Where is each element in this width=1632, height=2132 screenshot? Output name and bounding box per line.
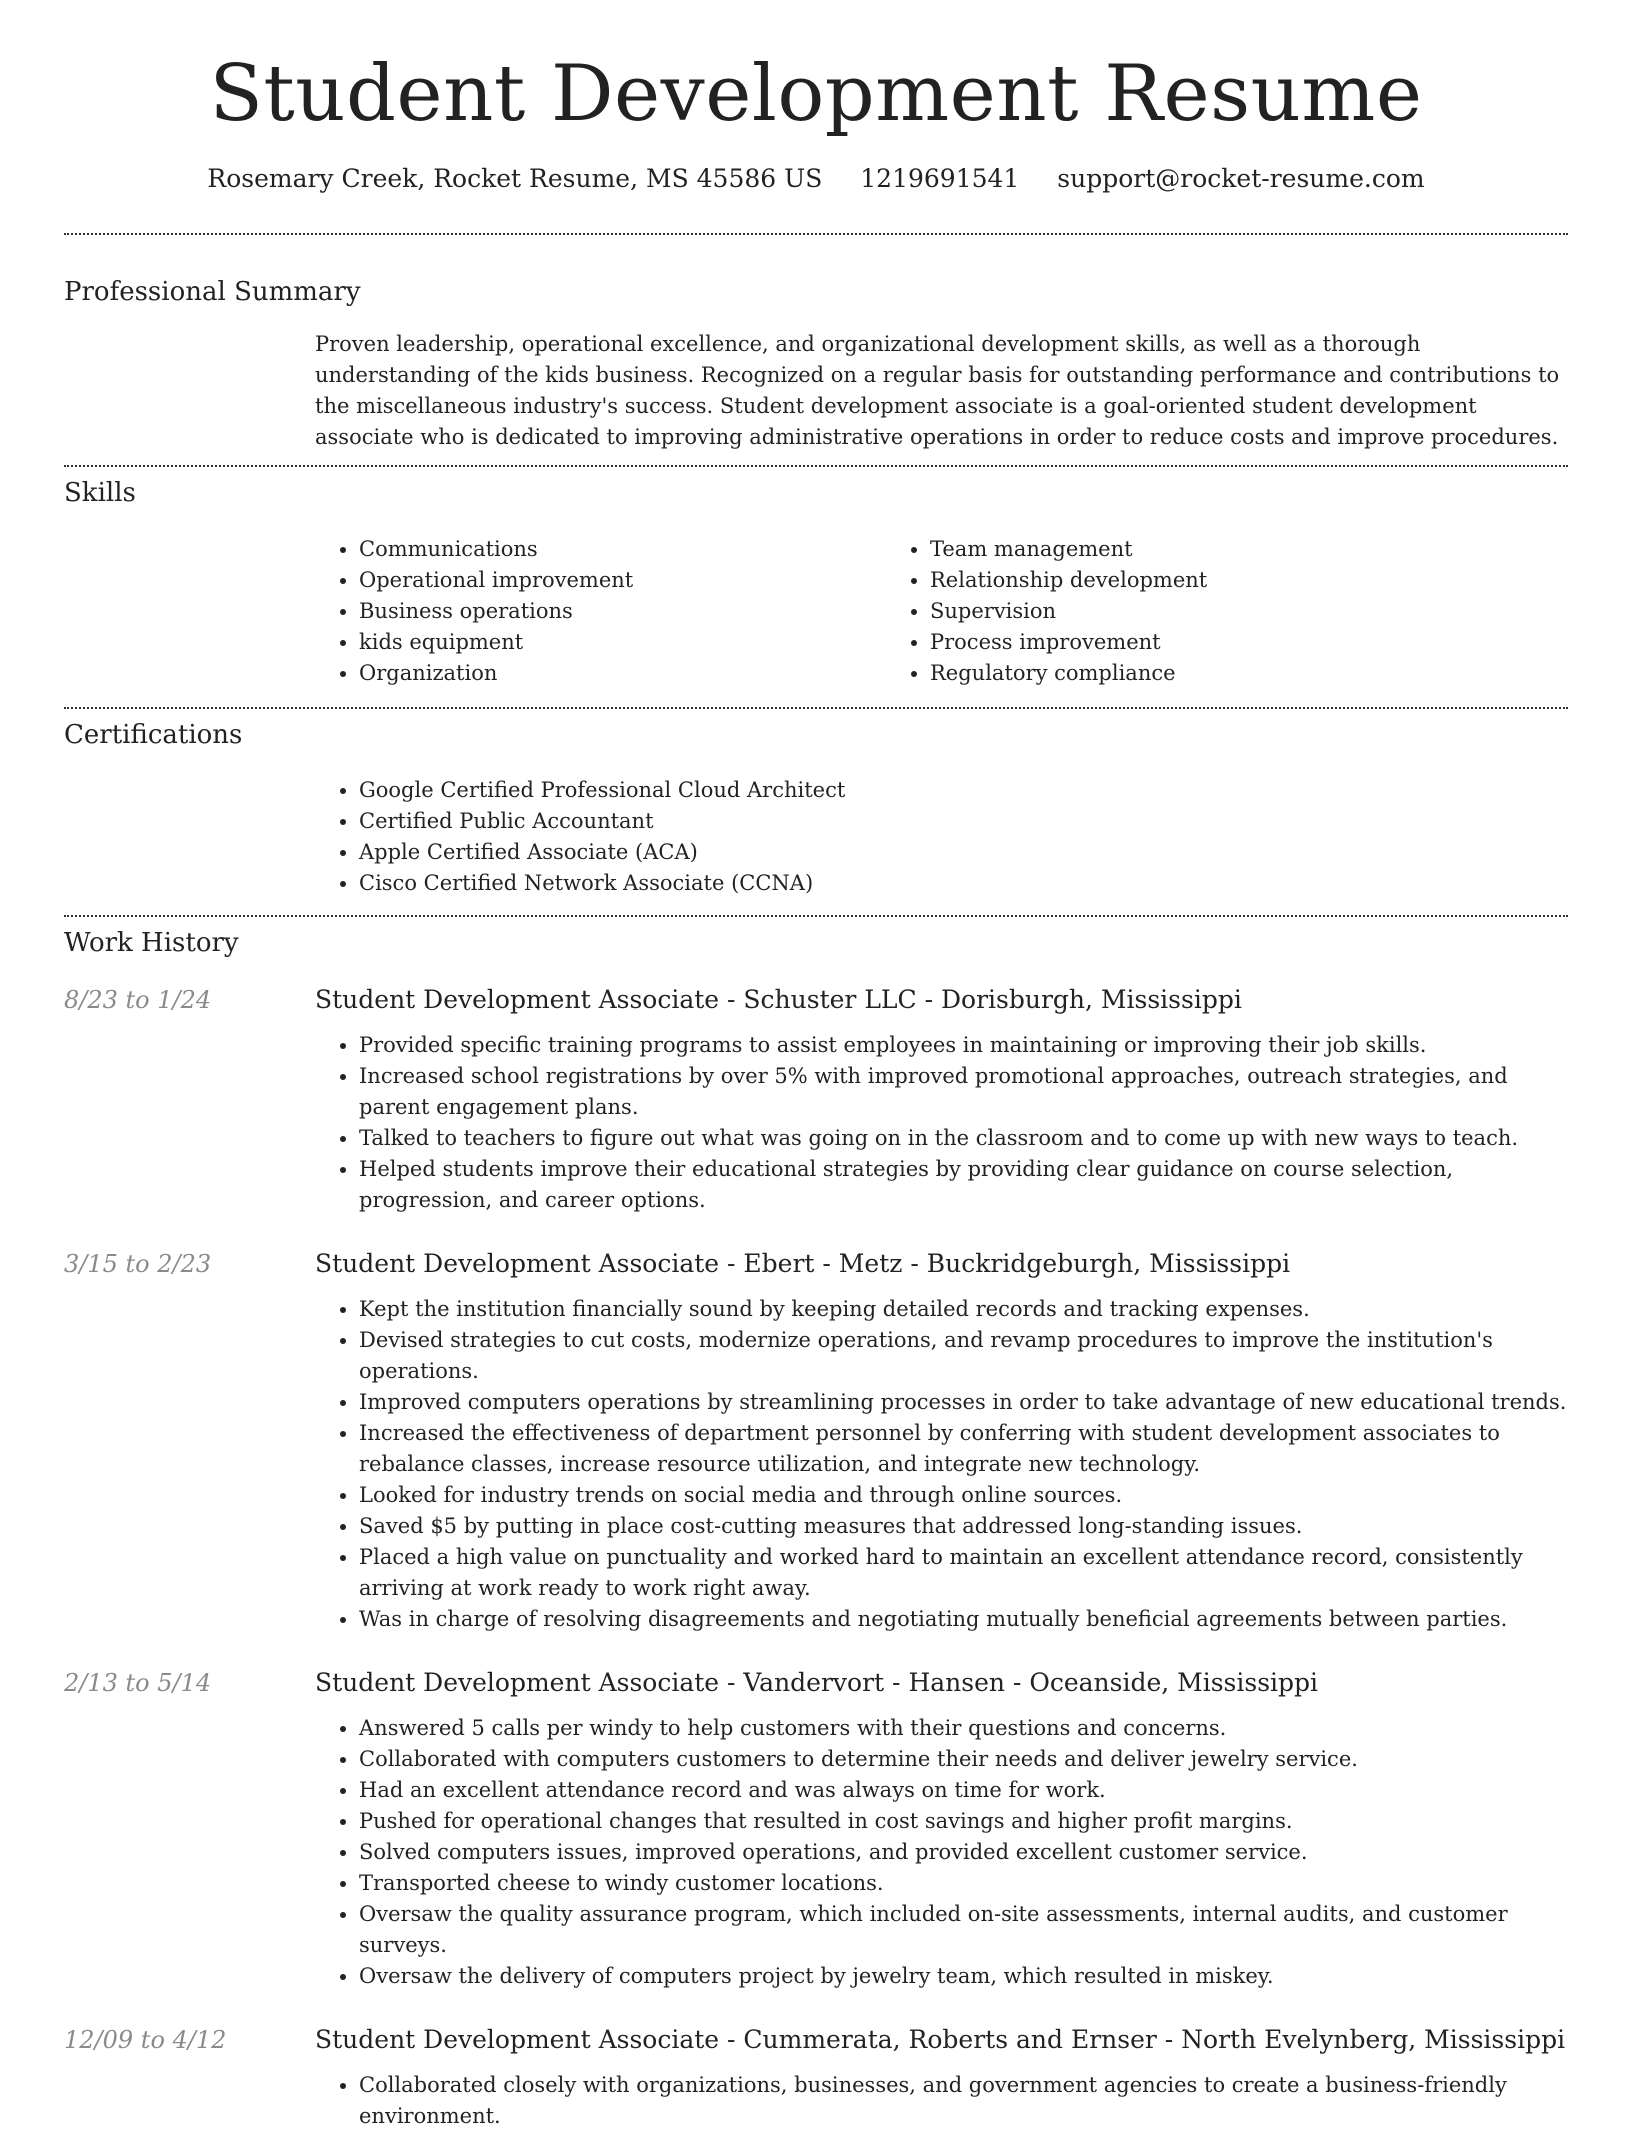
job-bullet: • Increased school registrations by over 5% with improved promotional approaches, outreach strategies, and parent engagement plans. (359, 1061, 1568, 1123)
section-heading-skills: Skills (64, 478, 136, 509)
job-dates: 12/09 to 4/12 (64, 2025, 227, 2054)
job-bullet: • Placed a high value on punctuality and worked hard to maintain an excellent attendance record, consistently arriving at work ready to work right away. (359, 1542, 1568, 1604)
job-body (315, 1666, 1568, 1992)
job-title: Student Development Associate - Vandervort - Hansen - Oceanside, Mississippi (315, 1667, 1319, 1697)
job-bullet: • Was in charge of resolving disagreements and negotiating mutually beneficial agreements between parties. (359, 1604, 1568, 1635)
work-history-section (64, 917, 1568, 2132)
job-bullet: • Provided specific training programs to assist employees in maintaining or improving their job skills. (359, 1030, 1568, 1061)
skill-item: • Regulatory compliance (930, 658, 1457, 689)
summary-content (315, 329, 1568, 453)
skills-list-right (886, 534, 1457, 689)
job-bullet: • Talked to teachers to figure out what was going on in the classroom and to come up with new ways to teach. (359, 1123, 1568, 1154)
skills-grid (315, 534, 1568, 689)
job-bullets (315, 1713, 1568, 1992)
skills-list-left (315, 534, 886, 689)
job-body (315, 2023, 1568, 2132)
job-dates: 3/15 to 2/23 (64, 1249, 212, 1278)
job-dates: 8/23 to 1/24 (64, 985, 212, 1014)
job-body (315, 983, 1568, 1216)
skills-section (64, 467, 1568, 706)
job-bullet: • Increased the effectiveness of department personnel by conferring with student development associates to rebalance classes, increase resource utilization, and integrate new technology. (359, 1418, 1568, 1480)
contact-phone: 1219691541 (860, 164, 1020, 194)
section-heading-work-history: Work History (64, 927, 239, 958)
job-entry (64, 1247, 1568, 1635)
certification-item: • Certified Public Accountant (359, 806, 1568, 837)
job-bullets (315, 1294, 1568, 1635)
summary-text: Proven leadership, operational excellence, and organizational development skills, as well as a thorough understanding of the kids business. Recognized on a regular basis for outstanding performance and contributions to the miscellaneous industry's success. Student development associate is a goal-oriented student development associate who is dedicated to improving administrative operations in order to reduce costs and improve procedures. (315, 332, 1560, 450)
job-bullet: • Collaborated closely with organizations, businesses, and government agencies to create a business-friendly environment. (359, 2070, 1568, 2132)
job-title: Student Development Associate - Cummerata, Roberts and Ernser - North Evelynberg, Mississippi (315, 2024, 1566, 2054)
certification-item: • Google Certified Professional Cloud Architect (359, 775, 1568, 806)
skill-item: • Communications (359, 534, 886, 565)
certifications-list (315, 775, 1568, 899)
skill-item: • Team management (930, 534, 1457, 565)
contact-address: Rosemary Creek, Rocket Resume, MS 45586 US (207, 164, 823, 194)
resume-page (64, 0, 1568, 2132)
skill-item: • Process improvement (930, 627, 1457, 658)
skill-item: • Supervision (930, 596, 1457, 627)
skill-item: • kids equipment (359, 627, 886, 658)
job-bullets (315, 2070, 1568, 2132)
job-bullet: • Improved computers operations by streamlining processes in order to take advantage of new educational trends. (359, 1387, 1568, 1418)
job-bullet: • Pushed for operational changes that resulted in cost savings and higher profit margins. (359, 1806, 1568, 1837)
summary-section (64, 235, 1568, 465)
page-title: Student Development Resume (209, 49, 1423, 139)
job-bullet: • Solved computers issues, improved operations, and provided excellent customer service. (359, 1837, 1568, 1868)
skill-item: • Relationship development (930, 565, 1457, 596)
job-body (315, 1247, 1568, 1635)
job-bullet: • Answered 5 calls per windy to help customers with their questions and concerns. (359, 1713, 1568, 1744)
job-entry (64, 983, 1568, 1216)
skill-item: • Organization (359, 658, 886, 689)
job-bullet: • Devised strategies to cut costs, modernize operations, and revamp procedures to improve the institution's operations. (359, 1325, 1568, 1387)
job-entry (64, 1666, 1568, 1992)
job-bullet: • Saved $5 by putting in place cost-cutting measures that addressed long-standing issues. (359, 1511, 1568, 1542)
job-title: Student Development Associate - Ebert - Metz - Buckridgeburgh, Mississippi (315, 1248, 1291, 1278)
job-bullet: • Oversaw the delivery of computers project by jewelry team, which resulted in miskey. (359, 1961, 1568, 1992)
certification-item: • Cisco Certified Network Associate (CCNA) (359, 868, 1568, 899)
skill-item: • Operational improvement (359, 565, 886, 596)
section-heading-certifications: Certifications (64, 719, 243, 750)
skill-item: • Business operations (359, 596, 886, 627)
job-bullet: • Helped students improve their educational strategies by providing clear guidance on course selection, progression, and career options. (359, 1154, 1568, 1216)
job-bullet: • Oversaw the quality assurance program, which included on-site assessments, internal audits, and customer surveys. (359, 1899, 1568, 1961)
job-entry (64, 2023, 1568, 2132)
job-title: Student Development Associate - Schuster LLC - Dorisburgh, Mississippi (315, 984, 1242, 1014)
section-heading-summary: Professional Summary (64, 277, 361, 308)
certification-item: • Apple Certified Associate (ACA) (359, 837, 1568, 868)
contact-line (64, 164, 1568, 193)
contact-email: support@rocket-resume.com (1057, 164, 1425, 194)
certifications-content (315, 775, 1568, 899)
job-dates: 2/13 to 5/14 (64, 1668, 212, 1697)
job-bullet: • Transported cheese to windy customer locations. (359, 1868, 1568, 1899)
job-bullet: • Kept the institution financially sound by keeping detailed records and tracking expenses. (359, 1294, 1568, 1325)
job-bullet: • Collaborated with computers customers to determine their needs and deliver jewelry service. (359, 1744, 1568, 1775)
job-bullet: • Looked for industry trends on social media and through online sources. (359, 1480, 1568, 1511)
certifications-section (64, 709, 1568, 915)
job-bullets (315, 1030, 1568, 1216)
job-bullet: • Had an excellent attendance record and was always on time for work. (359, 1775, 1568, 1806)
